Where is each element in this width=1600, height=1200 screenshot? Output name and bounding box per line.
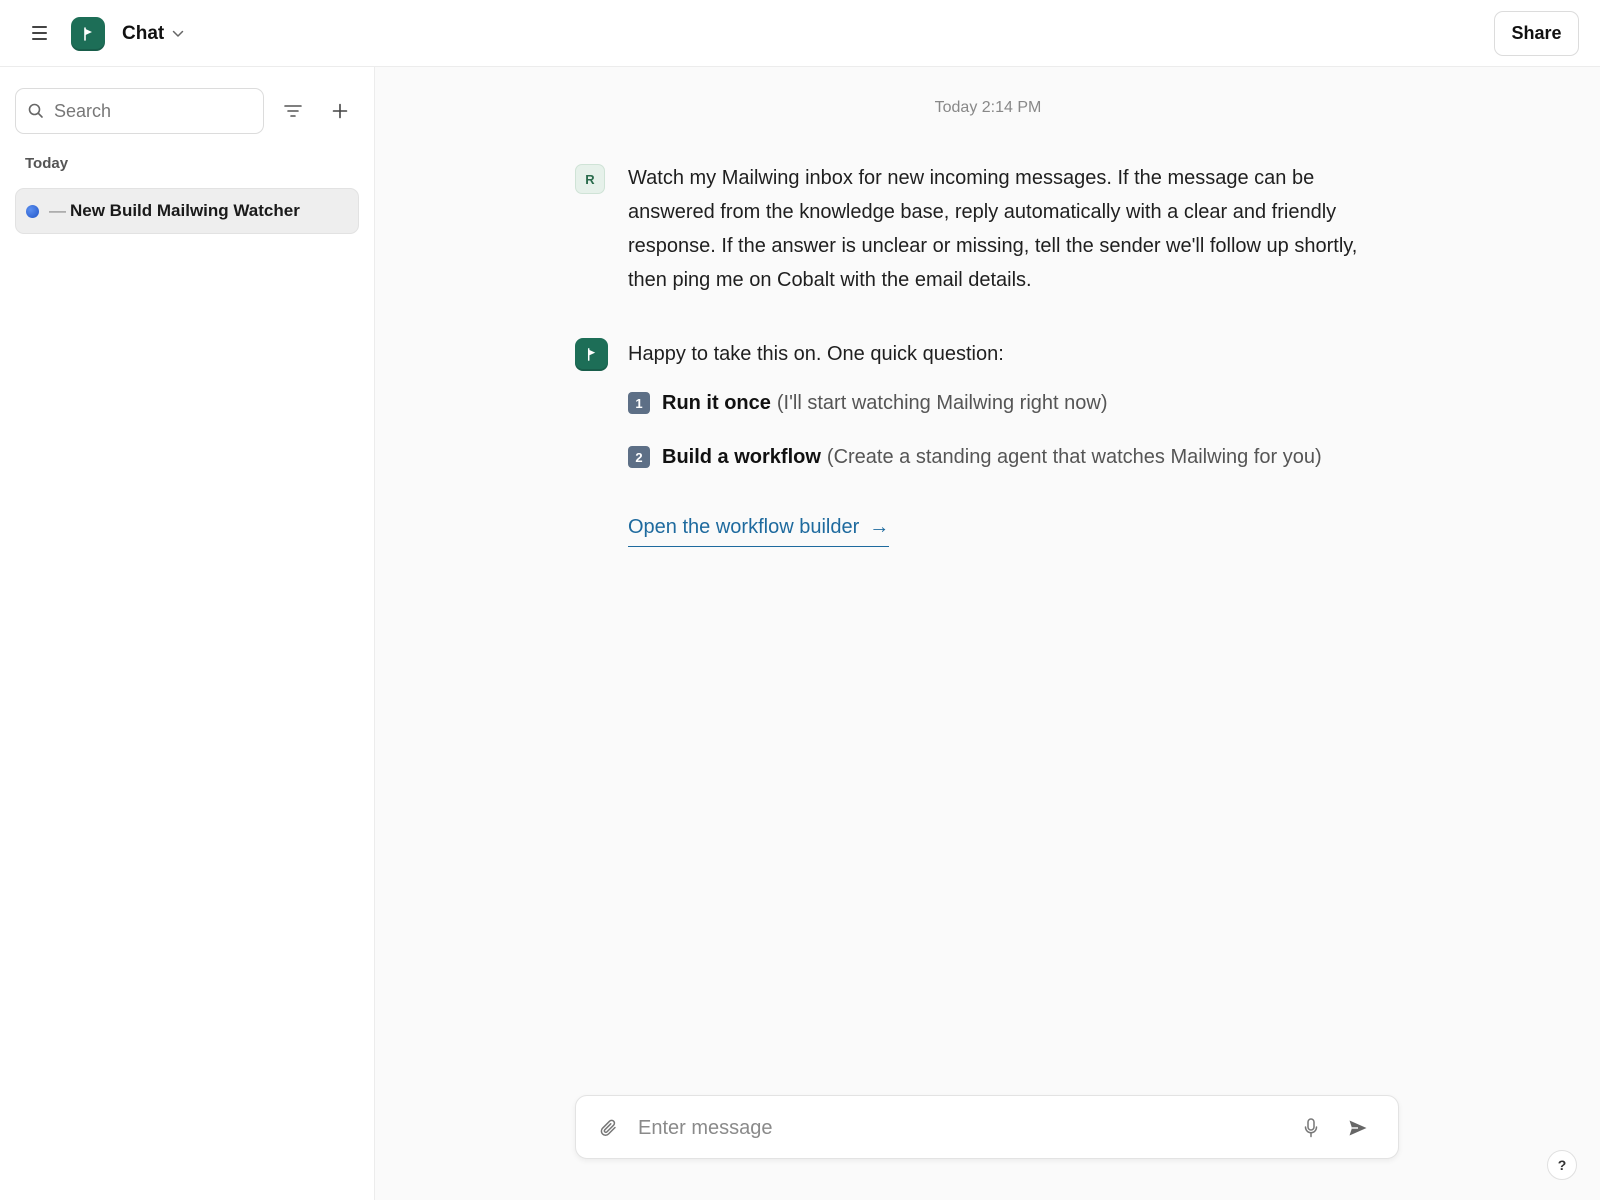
assistant-message [575,338,1375,598]
flag-logo-icon [71,17,105,51]
sidebar [0,67,375,1200]
plus-icon [332,103,348,119]
user-message-text: Watch my Mailwing inbox for new incoming messages. If the message can be answered from the knowledge base, reply automatically with a clear and friendly response. If the answer is unclear or missing, tell the sender we'll follow up shortly, then ping me on Cobalt with the email details. [628,167,1358,291]
help-button[interactable]: ? [1547,1150,1577,1180]
filter-icon [284,104,302,118]
conversation-title [49,201,300,221]
message-timestamp: Today 2:14 PM [934,99,1042,116]
top-bar [0,0,1600,67]
assistant-avatar [575,338,608,371]
chat-area [376,67,1600,1200]
new-chat-button[interactable] [324,95,356,127]
conversation-dash: — [49,201,66,220]
microphone-icon [1304,1118,1318,1138]
option-description: (I'll start watching Mailwing right now) [776,391,1108,414]
user-message [575,164,1375,304]
user-avatar: R [575,164,605,194]
share-button[interactable]: Share [1494,11,1579,56]
search-input[interactable] [54,101,244,122]
app-switcher[interactable] [122,21,184,47]
app-title: Chat [122,23,165,44]
microphone-button[interactable] [1295,1112,1327,1144]
attach-button[interactable] [593,1112,625,1144]
filter-button[interactable] [277,95,309,127]
conversation-item[interactable] [15,188,359,234]
search-box[interactable] [15,88,264,134]
section-label-today: Today [25,155,69,172]
conversation-title-text: New Build Mailwing Watcher [70,201,300,220]
option-run-once[interactable] [628,388,1108,418]
option-build-workflow[interactable] [628,442,1322,472]
flag-logo-icon [585,347,598,362]
workflow-builder-link[interactable] [628,514,889,547]
option-title: Build a workflow [662,445,821,468]
search-icon [28,103,44,119]
status-dot-icon [26,205,39,218]
option-number-badge: 2 [628,446,650,468]
assistant-intro: Happy to take this on. One quick question: [628,343,1004,365]
workflow-builder-link-label: Open the workflow builder [628,515,860,538]
send-icon [1348,1119,1368,1137]
arrow-right-icon: → [869,515,890,538]
message-composer [575,1095,1399,1159]
chevron-down-icon [172,30,184,38]
message-input[interactable] [638,1114,1278,1142]
option-title: Run it once [662,391,771,414]
paperclip-icon [600,1118,618,1138]
send-button[interactable] [1342,1112,1374,1144]
hamburger-menu-icon[interactable] [26,21,52,45]
option-description: (Create a standing agent that watches Mailwing for you) [826,445,1322,468]
option-number-badge: 1 [628,392,650,414]
